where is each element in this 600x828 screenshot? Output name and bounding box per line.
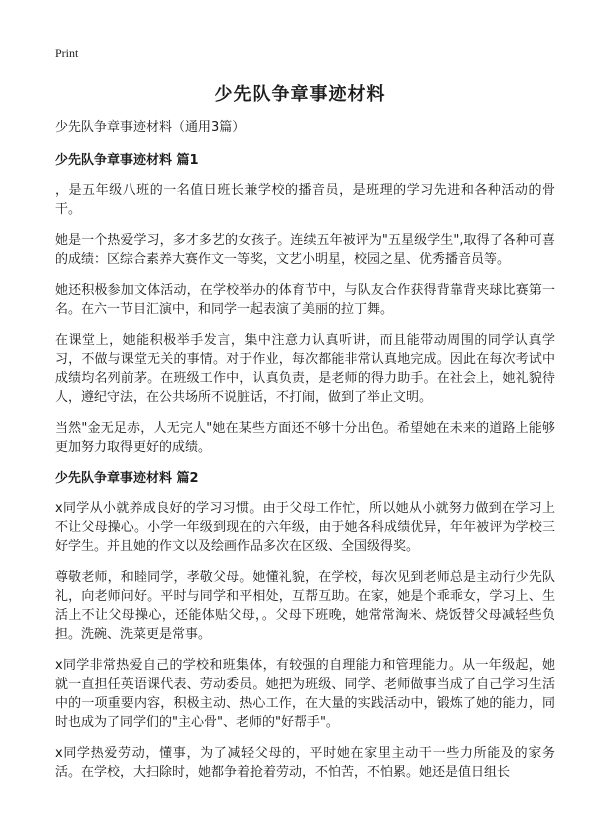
paragraph: x同学从小就养成良好的学习习惯。由于父母工作忙，所以她从小就努力做到在学习上不让父母操心。小学一年级到现在的六年级，由于她各科成绩优异，年年被评为学校三好学生。并且她的作文以及绘画作品多次在区级、全国级得奖。 bbox=[55, 501, 555, 554]
paragraph: 她还积极参加文体活动，在学校举办的体育节中，与队友合作获得背靠背夹球比赛第一名。在六一节目汇演中，和同学一起表演了美丽的拉丁舞。 bbox=[55, 283, 555, 317]
document-body bbox=[55, 118, 555, 794]
page-title: 少先队争章事迹材料 bbox=[214, 84, 386, 105]
paragraph: 她是一个热爱学习，多才多艺的女孩子。连续五年被评为"五星级学生",取得了各种可喜的成绩：区综合素养大赛作文一等奖，文艺小明星，校园之星、优秀播音员等。 bbox=[55, 233, 555, 267]
document-subtitle: 少先队争章事迹材料（通用3篇） bbox=[55, 120, 246, 135]
paragraph: 尊敬老师，和睦同学，孝敬父母。她懂礼貌，在学校，每次见到老师总是主动行少先队礼，向老师问好。平时与同学和平相处，互帮互助。在家，她是个乖乖女，学习上、生活上不让父母操心，还能体贴父母，。父母下班晚，她常常淘米、烧饭替父母减轻些负担。洗碗、洗菜更是常事。 bbox=[55, 570, 555, 642]
section-heading: 少先队争章事迹材料 篇2 bbox=[55, 471, 199, 486]
paragraph: x同学热爱劳动，懂事，为了减轻父母的，平时她在家里主动干一些力所能及的家务活。在学校，大扫除时，她都争着抢着劳动，不怕苦，不怕累。她还是值日组长 bbox=[55, 746, 555, 780]
section-1 bbox=[55, 151, 555, 457]
paragraph: 当然"金无足赤，人无完人"她在某些方面还不够十分出色。希望她在未来的道路上能够更加努力取得更好的成绩。 bbox=[55, 421, 555, 455]
paragraph: ，是五年级八班的一名值日班长兼学校的播音员，是班理的学习先进和各种活动的骨干。 bbox=[55, 183, 555, 217]
section-heading: 少先队争章事迹材料 篇1 bbox=[55, 153, 199, 168]
print-link[interactable]: Print bbox=[55, 46, 79, 60]
paragraph: 在课堂上，她能积极举手发言，集中注意力认真听讲，而且能带动周围的同学认真学习，不做与课堂无关的事情。对于作业，每次都能非常认真地完成。因此在每次考试中成绩均名列前茅。在班级工作中，认真负责，是老师的得力助手。在社会上，她礼貌待人，遵纪守法，在公共场所不说脏话，不打闹，做到了举止文明。 bbox=[55, 333, 555, 405]
section-2 bbox=[55, 469, 555, 782]
paragraph: x同学非常热爱自己的学校和班集体，有较强的自理能力和管理能力。从一年级起，她就一直担任英语课代表、劳动委员。她把为班级、同学、老师做事当成了自己学习生活中的一项重要内容，积极主动、热心工作，在大量的实践活动中，锻炼了她的能力，同时也成为了同学们的"主心骨"、老师的"好帮手"。 bbox=[55, 658, 555, 730]
